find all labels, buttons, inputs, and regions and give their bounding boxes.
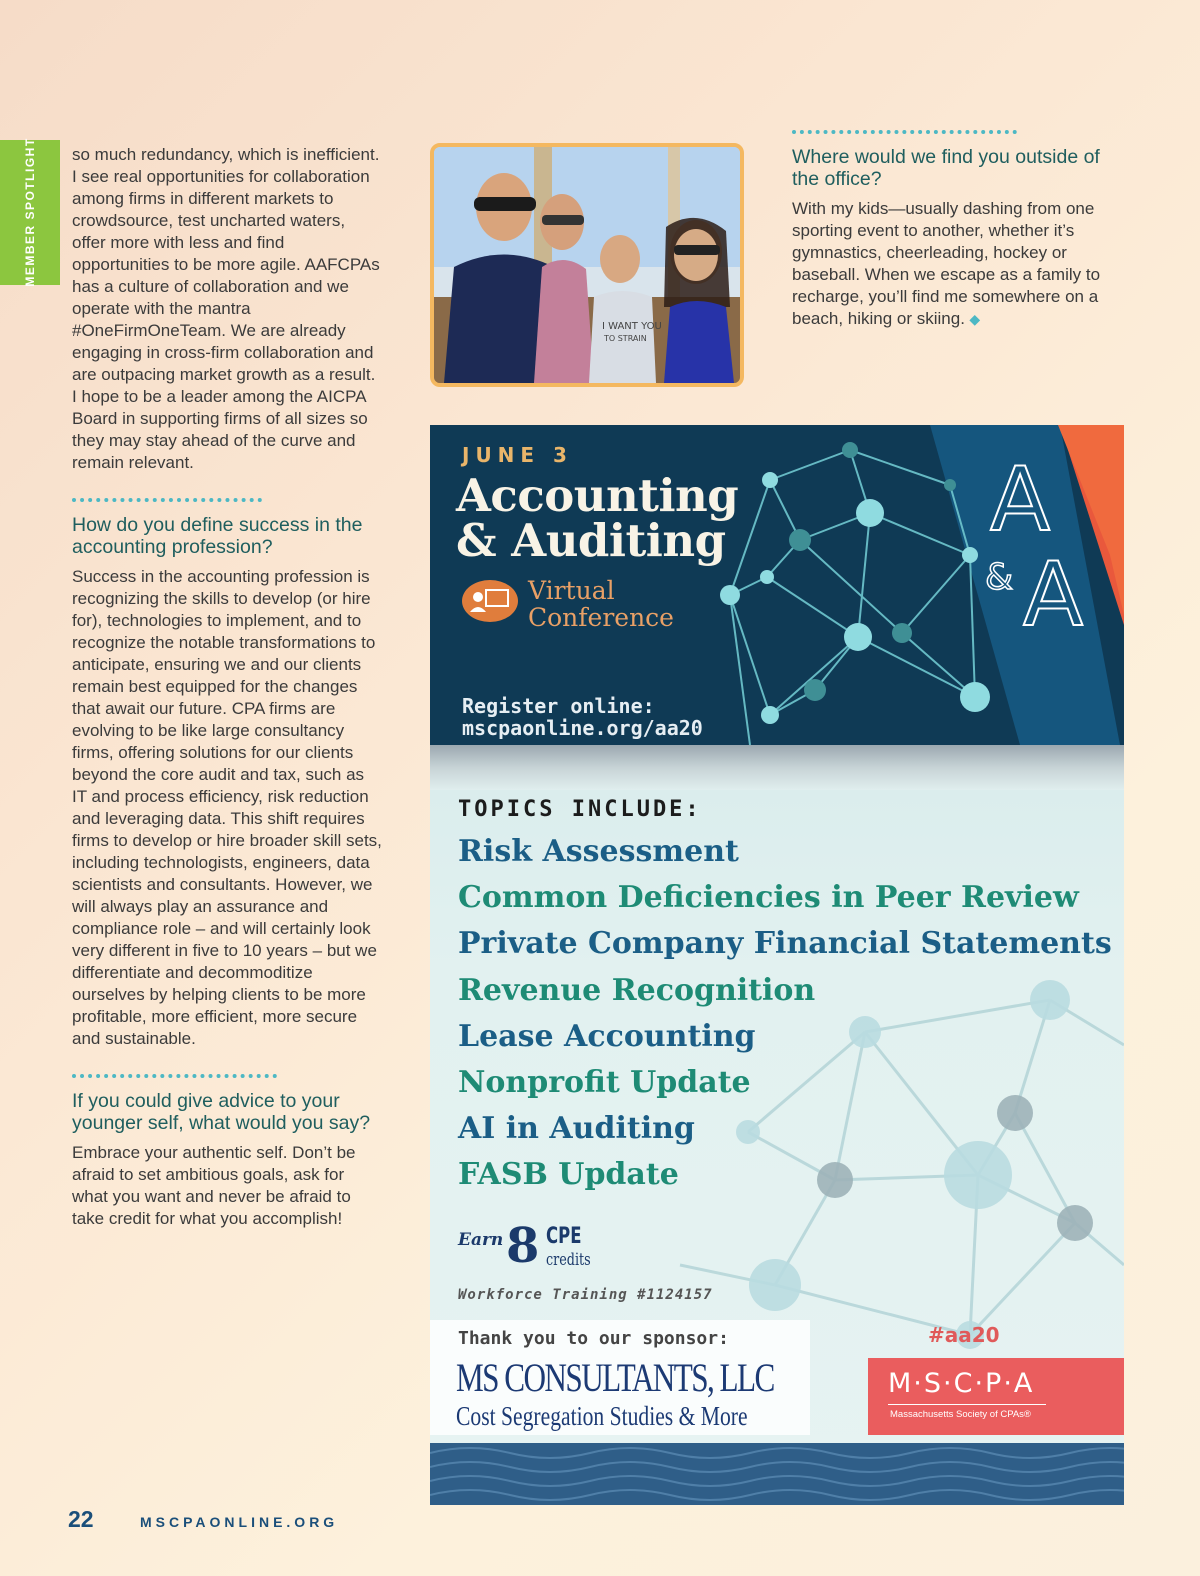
virtual-line: Virtual	[528, 576, 615, 605]
dotted-divider	[72, 1074, 277, 1078]
answer-paragraph: Success in the accounting profession is recognizing the skills to develop (or hire for), technologies to implement, and to recognize the notable transformations to anticipate, ensuring we and our clients remain best equipped for the changes that await our future. CPA firms are evolving to be like large consultancy firms, offering solutions for our clients beyond the core audit and tax, such as IT and process efficiency, risk reduction and leveraging data. This shift requires firms to develop or hire broader skill sets, including technologists, engineers, data scientists and consultants. However, we will always play an assurance and compliance role – and will certainly look very different in five to 10 years – but we differentiate and decommoditize ourselves by helping clients to be more profitable, more efficient, more secure and sustainable.	[72, 567, 382, 1048]
sponsor-label: Thank you to our sponsor:	[458, 1328, 729, 1349]
article-column-right	[792, 130, 1102, 330]
mscpa-logo	[868, 1358, 1124, 1435]
aa-logo	[985, 448, 1115, 655]
topic-item: AI in Auditing	[458, 1111, 695, 1146]
family-photo-illustration	[434, 147, 740, 383]
event-title-line: Accounting	[456, 469, 739, 522]
water-band	[430, 1443, 1124, 1505]
sponsor-tagline: Cost Segregation Studies & More	[456, 1401, 748, 1431]
virtual-conference-label	[528, 577, 674, 631]
article-column-left	[72, 144, 382, 1230]
event-title-line: & Auditing	[456, 514, 726, 567]
answer-paragraph: Embrace your authentic self. Don’t be afraid to set ambitious goals, ask for what you want and never be afraid to take credit for what you accomplish!	[72, 1143, 356, 1228]
end-mark-icon: ◆	[969, 311, 981, 327]
question-heading: Where would we find you outside of the office?	[792, 146, 1100, 190]
topic-item: Revenue Recognition	[458, 973, 816, 1008]
mscpa-logo-name: M·S·C·P·A	[888, 1368, 1035, 1399]
body-paragraph: so much redundancy, which is inefficient. I see real opportunities for collaboration among firms in different markets to crowdsource, test uncharted waters, offer more with less and find opportunities to be more agile. AAFCPAs has a culture of collaboration and we operate with the mantra #OneFirmOneTeam. We are already engaging in cross-firm collaboration and are outpacing market growth as a result. I hope to be a leader among the AICPA Board in supporting firms of all sizes so they may stay ahead of the curve and remain relevant.	[72, 145, 380, 472]
section-tab	[0, 137, 60, 287]
mscpa-full-name: Massachusetts Society of CPAs®	[890, 1409, 1031, 1420]
event-title	[456, 469, 739, 567]
presenter-icon	[462, 580, 518, 622]
register-url[interactable]: mscpaonline.org/aa20	[462, 716, 703, 740]
event-date: JUNE 3	[462, 443, 573, 467]
cpe-label: CPE	[546, 1224, 582, 1249]
logo-rule	[888, 1404, 1046, 1405]
page-number: 22	[68, 1506, 94, 1532]
aa-logo-amp: &	[985, 557, 1014, 598]
topic-item: FASB Update	[458, 1157, 679, 1192]
dotted-divider	[792, 130, 1017, 134]
event-hashtag: #aa20	[928, 1323, 1000, 1347]
section-tab-label: MEMBER SPOTLIGHT	[23, 137, 37, 287]
cpe-credits-badge	[458, 1218, 618, 1282]
ad-topics-panel	[430, 745, 1124, 1505]
answer-paragraph: With my kids—usually dashing from one sporting event to another, whether it’s gymnastics, cheerleading, hockey or baseball. When we escape as a family to recharge, you’ll find me somewhere on a beach, hiking or skiing.	[792, 199, 1101, 328]
footer-site[interactable]: MSCPAONLINE.ORG	[140, 1514, 339, 1530]
earn-word: Earn	[458, 1230, 504, 1250]
cpe-number: 8	[506, 1218, 540, 1274]
topics-heading: TOPICS INCLUDE:	[458, 797, 702, 822]
shirt-text: TO STRAIN	[604, 334, 647, 343]
topic-item: Lease Accounting	[458, 1019, 756, 1054]
register-info	[462, 695, 703, 739]
topic-item: Common Deficiencies in Peer Review	[458, 880, 1079, 915]
question-heading: How do you define success in the accounting profession?	[72, 514, 363, 558]
topic-item: Risk Assessment	[458, 834, 739, 869]
wave-pattern	[430, 1443, 1124, 1505]
aa-logo-letter: A	[1023, 543, 1084, 646]
dotted-divider	[72, 498, 262, 502]
question-heading: If you could give advice to your younger self, what would you say?	[72, 1090, 371, 1134]
virtual-conference-icon	[462, 580, 518, 622]
virtual-line: Conference	[528, 603, 674, 632]
ad-header-panel	[430, 425, 1124, 745]
sponsor-panel	[430, 1320, 810, 1435]
aa-logo-letter: A	[990, 448, 1051, 551]
workforce-training-number: Workforce Training #1124157	[458, 1287, 713, 1303]
shirt-text: I WANT YOU	[602, 321, 662, 332]
family-photo	[430, 143, 744, 387]
conference-advertisement	[430, 425, 1124, 1505]
sponsor-logo-name: MS CONSULTANTS, LLC	[456, 1355, 774, 1400]
register-label: Register online:	[462, 694, 655, 718]
topic-item: Nonprofit Update	[458, 1065, 751, 1100]
topic-item: Private Company Financial Statements	[458, 926, 1112, 961]
credits-label: credits	[546, 1250, 591, 1270]
